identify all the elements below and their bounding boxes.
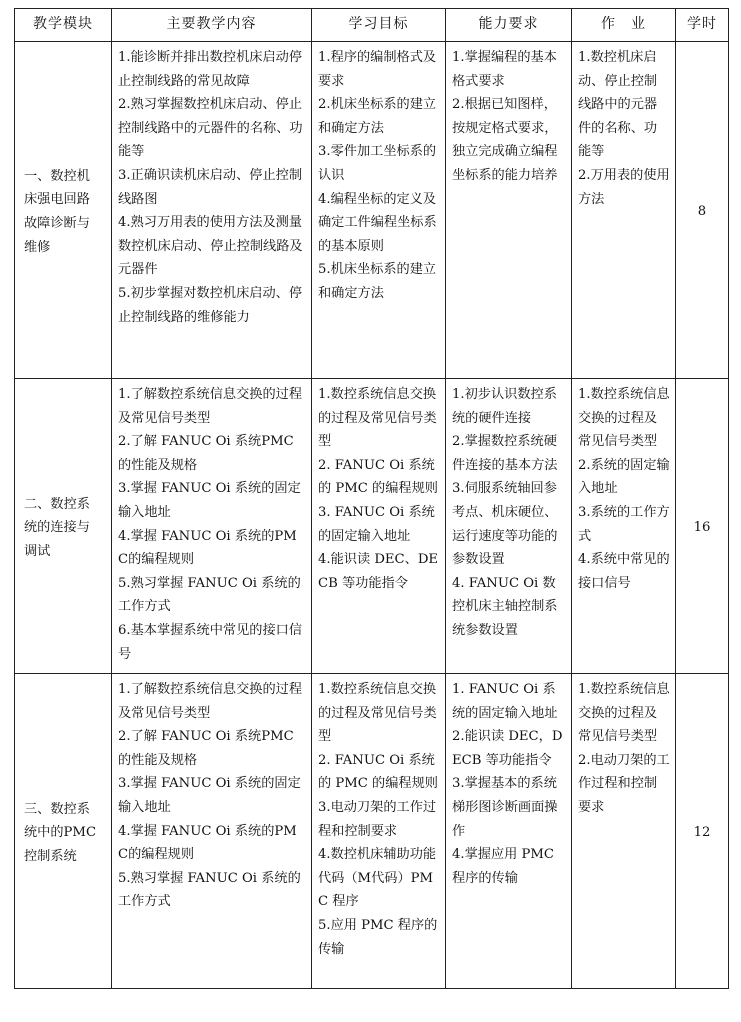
list-item: 5.熟习掌握 FANUC Oi 系统的工作方式 <box>118 870 301 910</box>
list-item: 2.了解 FANUC Oi 系统PMC的性能及规格 <box>118 729 294 768</box>
list-item: 4.数控机床辅助功能代码（M代码）PMC 程序 <box>318 847 437 910</box>
content-cell <box>112 42 312 379</box>
hours-cell: 16 <box>676 379 729 674</box>
module-cell: 二、数控系统的连接与调试 <box>15 379 112 674</box>
list-item: 4. FANUC Oi 数控机床主轴控制系统参数设置 <box>452 575 558 638</box>
table-row <box>15 674 729 989</box>
homework-cell <box>572 674 676 989</box>
header-goals: 学习目标 <box>312 9 446 42</box>
list-item: 3.伺服系统轴回参考点、机床硬位、运行速度等功能的参数设置 <box>452 481 558 568</box>
list-item: 3.电动刀架的工作过程和控制要求 <box>318 799 437 839</box>
module-cell: 三、数控系统中的PMC控制系统 <box>15 674 112 989</box>
list-item: 1.数控系统信息交换的过程及常见信号类型 <box>318 387 437 450</box>
content-cell <box>112 674 312 989</box>
list-item: 2.了解 FANUC Oi 系统PMC的性能及规格 <box>118 434 294 473</box>
list-item: 2.机床坐标系的建立和确定方法 <box>318 97 437 136</box>
hours-cell: 8 <box>676 42 729 379</box>
list-item: 5.机床坐标系的建立和确定方法 <box>318 262 437 301</box>
list-item: 4.掌握应用 PMC 程序的传输 <box>452 847 554 886</box>
list-item: 1.掌握编程的基本格式要求 <box>452 50 557 89</box>
list-item: 6.基本掌握系统中常见的接口信号 <box>118 622 303 662</box>
homework-cell <box>572 42 676 379</box>
header-hours: 学时 <box>676 9 729 42</box>
header-content: 主要教学内容 <box>112 9 312 42</box>
list-item: 3. FANUC Oi 系统的固定输入地址 <box>318 504 435 544</box>
abilities-cell <box>446 379 572 674</box>
curriculum-table <box>14 8 729 989</box>
list-item: 1.能诊断并排出数控机床启动停止控制线路的常见故障 <box>118 50 303 89</box>
goals-cell <box>312 674 446 989</box>
list-item: 2.能识读 DEC，DECB 等功能指令 <box>452 729 563 768</box>
list-item: 4.掌握 FANUC Oi 系统的PMC的编程规则 <box>118 823 297 863</box>
list-item: 4.熟习万用表的使用方法及测量数控机床启动、停止控制线路及元器件 <box>118 215 303 278</box>
list-item: 3.系统的工作方式 <box>578 504 670 544</box>
list-item: 1.了解数控系统信息交换的过程及常见信号类型 <box>118 682 303 721</box>
list-item: 1.数控系统信息交换的过程及常见信号类型 <box>318 682 437 745</box>
list-item: 2.掌握数控系统硬件连接的基本方法 <box>452 434 558 473</box>
list-item: 4.编程坐标的定义及确定工件编程坐标系的基本原则 <box>318 191 437 254</box>
content-cell <box>112 379 312 674</box>
list-item: 4.能识读 DEC、DECB 等功能指令 <box>318 552 439 591</box>
header-abilities: 能力要求 <box>446 9 572 42</box>
list-item: 3.正确识读机床启动、停止控制线路图 <box>118 167 303 207</box>
list-item: 2.根据已知图样，按规定格式要求，独立完成确立编程坐标系的能力培养 <box>452 97 558 183</box>
table-row <box>15 379 729 674</box>
list-item: 2. FANUC Oi 系统的 PMC 的编程规则 <box>318 752 438 792</box>
abilities-cell <box>446 674 572 989</box>
list-item: 3.掌握 FANUC Oi 系统的固定输入地址 <box>118 776 301 815</box>
list-item: 1.初步认识数控系统的硬件连接 <box>452 387 557 426</box>
list-item: 1. FANUC Oi 系统的固定输入地址 <box>452 682 558 721</box>
list-item: 4.掌握 FANUC Oi 系统的PMC的编程规则 <box>118 528 297 568</box>
list-item: 3.掌握基本的系统梯形图诊断画面操作 <box>452 776 558 839</box>
hours-cell: 12 <box>676 674 729 989</box>
table-row <box>15 42 729 379</box>
header-module: 教学模块 <box>15 9 112 42</box>
abilities-cell <box>446 42 572 379</box>
list-item: 2.系统的固定输入地址 <box>578 457 670 497</box>
list-item: 3.零件加工坐标系的认识 <box>318 144 437 183</box>
header-row <box>15 9 729 42</box>
list-item: 2. FANUC Oi 系统的 PMC 的编程规则 <box>318 457 438 497</box>
list-item: 1.数控机床启动、停止控制线路中的元器件的名称、功能等 <box>578 50 658 160</box>
list-item: 2.熟习掌握数控机床启动、停止控制线路中的元器件的名称、功能等 <box>118 97 303 160</box>
homework-cell <box>572 379 676 674</box>
goals-cell <box>312 42 446 379</box>
list-item: 5.应用 PMC 程序的传输 <box>318 917 438 957</box>
list-item: 2.电动刀架的工作过程和控制要求 <box>578 752 670 815</box>
header-homework: 作 业 <box>572 9 676 42</box>
list-item: 1.了解数控系统信息交换的过程及常见信号类型 <box>118 387 303 426</box>
goals-cell <box>312 379 446 674</box>
list-item: 1.数控系统信息交换的过程及常见信号类型 <box>578 387 670 450</box>
list-item: 1.程序的编制格式及要求 <box>318 50 437 89</box>
list-item: 3.掌握 FANUC Oi 系统的固定输入地址 <box>118 481 301 520</box>
list-item: 4.系统中常见的接口信号 <box>578 552 670 591</box>
list-item: 1.数控系统信息交换的过程及常见信号类型 <box>578 682 670 745</box>
list-item: 2.万用表的使用方法 <box>578 167 670 207</box>
list-item: 5.初步掌握对数控机床启动、停止控制线路的维修能力 <box>118 285 303 325</box>
list-item: 5.熟习掌握 FANUC Oi 系统的工作方式 <box>118 575 301 615</box>
module-cell: 一、数控机床强电回路故障诊断与维修 <box>15 42 112 379</box>
